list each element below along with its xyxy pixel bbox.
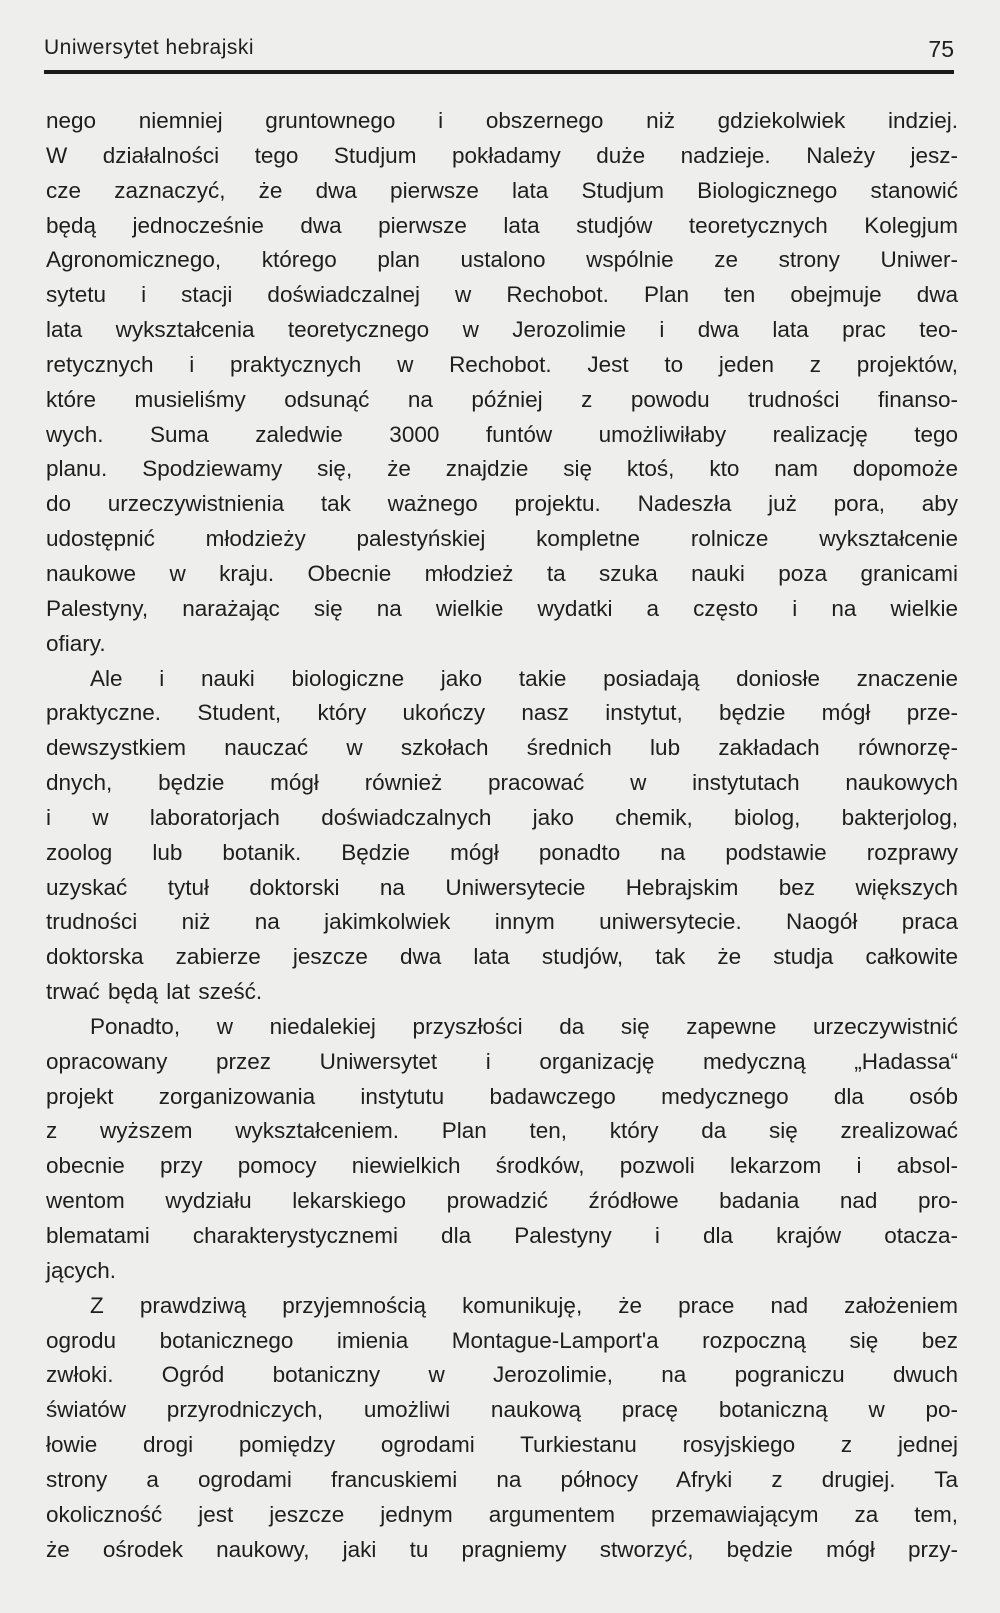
text-line: nego niemniej gruntownego i obszernego niż gdziekolwiek indziej. [46, 108, 958, 133]
paragraph [46, 662, 958, 1010]
text-line: że ośrodek naukowy, jaki tu pragniemy stworzyć, będzie mógł przy- [46, 1536, 958, 1562]
page-number: 75 [928, 36, 954, 62]
text-line: projekt zorganizowania instytutu badawczego medycznego dla osób [46, 1083, 958, 1109]
header-rule [44, 70, 954, 74]
body-text [46, 104, 958, 1567]
text-line: zoolog lub botanik. Będzie mógł ponadto na podstawie rozprawy [46, 839, 958, 865]
text-line: praktyczne. Student, który ukończy nasz instytut, będzie mógł prze- [46, 700, 958, 726]
text-line: Agronomicznego, którego plan ustalono wspólnie ze strony Uniwer- [46, 247, 958, 273]
text-line: i w laboratorjach doświadczalnych jako chemik, biolog, bakterjolog, [46, 804, 958, 830]
paragraph [46, 1289, 958, 1568]
text-line: doktorska zabierze jeszcze dwa lata studjów, tak że studja całkowite [46, 944, 958, 970]
text-line: opracowany przez Uniwersytet i organizację medyczną „Hadassa“ [46, 1048, 958, 1074]
text-line: Ale i nauki biologiczne jako takie posiadają doniosłe znaczenie [90, 665, 958, 691]
text-line: trwać będą lat sześć. [46, 979, 263, 1005]
text-line: planu. Spodziewamy się, że znajdzie się ktoś, kto nam dopomoże [46, 456, 958, 482]
text-line: ogrodu botanicznego imienia Montague-Lamport'a rozpoczną się bez [46, 1327, 958, 1353]
text-line: Palestyny, narażając się na wielkie wydatki a często i na wielkie [46, 595, 958, 621]
text-line: jących. [46, 1257, 117, 1283]
text-line: do urzeczywistnienia tak ważnego projektu. Nadeszła już pora, aby [46, 491, 958, 517]
text-line: z wyższem wykształceniem. Plan ten, który da się zrealizować [46, 1118, 958, 1144]
text-line: trudności niż na jakimkolwiek innym uniwersytecie. Naogół praca [46, 909, 958, 935]
text-line: sytetu i stacji doświadczalnej w Rechobot. Plan ten obejmuje dwa [46, 282, 958, 308]
text-line: blematami charakterystycznemi dla Palestyny i dla krajów otacza- [46, 1223, 958, 1248]
text-line: obecnie przy pomocy niewielkich środków, pozwoli lekarzom i absol- [46, 1153, 958, 1179]
running-title: Uniwersytet hebrajski [44, 36, 255, 59]
text-line: wych. Suma zaledwie 3000 funtów umożliwiłaby realizację tego [46, 421, 958, 447]
text-line: okoliczność jest jeszcze jednym argumentem przemawiającym za tem, [46, 1501, 958, 1527]
paragraph [46, 104, 958, 662]
text-line: zwłoki. Ogród botaniczny w Jerozolimie, na pograniczu dwuch [46, 1362, 958, 1388]
text-line: łowie drogi pomiędzy ogrodami Turkiestanu rosyjskiego z jednej [46, 1432, 958, 1458]
text-line: cze zaznaczyć, że dwa pierwsze lata Studjum Biologicznego stanowić [46, 177, 958, 203]
text-line: lata wykształcenia teoretycznego w Jerozolimie i dwa lata prac teo- [46, 317, 958, 343]
text-line: które musieliśmy odsunąć na później z powodu trudności finanso- [46, 386, 958, 412]
text-line: ofiary. [46, 630, 106, 656]
text-line: wentom wydziału lekarskiego prowadzić źródłowe badania nad pro- [46, 1188, 958, 1214]
page-header [44, 36, 954, 66]
text-line: naukowe w kraju. Obecnie młodzież ta szuka nauki poza granicami [46, 560, 958, 586]
text-line: udostępnić młodzieży palestyńskiej kompletne rolnicze wykształcenie [46, 526, 958, 552]
paragraph [46, 1010, 958, 1289]
text-line: strony a ogrodami francuskiemi na północy Afryki z drugiej. Ta [46, 1466, 958, 1492]
text-line: Ponadto, w niedalekiej przyszłości da się zapewne urzeczywistnić [90, 1013, 958, 1039]
text-line: dewszystkiem nauczać w szkołach średnich lub zakładach równorzę- [46, 735, 958, 761]
text-line: uzyskać tytuł doktorski na Uniwersytecie Hebrajskim bez większych [46, 874, 958, 900]
text-line: retycznych i praktycznych w Rechobot. Jest to jeden z projektów, [46, 351, 958, 377]
text-line: będą jednocześnie dwa pierwsze lata studjów teoretycznych Kolegjum [46, 212, 958, 238]
text-line: dnych, będzie mógł również pracować w instytutach naukowych [46, 770, 958, 796]
text-line: Z prawdziwą przyjemnością komunikuję, że prace nad założeniem [90, 1292, 958, 1318]
text-line: światów przyrodniczych, umożliwi naukową pracę botaniczną w po- [46, 1397, 958, 1423]
text-line: W działalności tego Studjum pokładamy duże nadzieje. Należy jesz- [46, 142, 958, 168]
